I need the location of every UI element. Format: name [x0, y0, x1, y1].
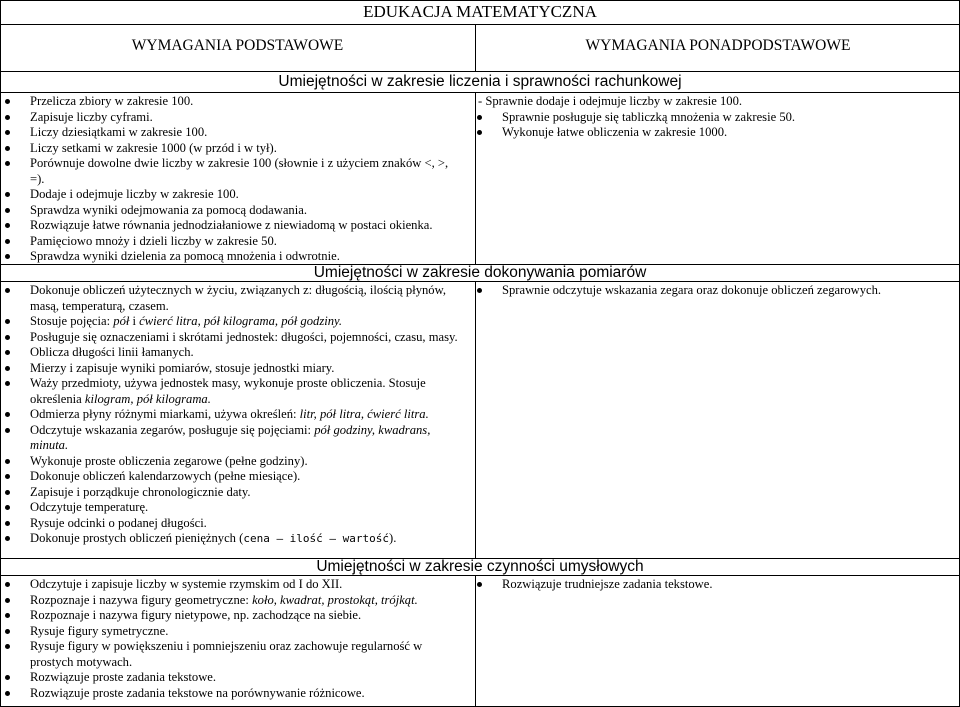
grid-line [475, 281, 476, 558]
grid-line [0, 0, 1, 707]
list-item: Sprawdza wyniki dzielenia za pomocą mnożenia i odwrotnie. [30, 249, 450, 265]
list-item: Waży przedmioty, używa jednostek masy, wykonuje proste obliczenia. Stosuje określenia kilogram, pół kilograma. [30, 376, 470, 407]
list-item: Porównuje dowolne dwie liczby w zakresie 100 (słownie i z użyciem znaków <, >, =). [30, 156, 450, 187]
list-item: Dokonuje obliczeń użytecznych w życiu, związanych z: długością, ilością płynów, masą, temperaturą, czasem. [30, 283, 470, 314]
column-header-advanced: WYMAGANIA PONADPODSTAWOWE [585, 37, 851, 54]
basic-list [30, 94, 450, 265]
list-item: Rysuje odcinki o podanej długości. [30, 516, 470, 532]
grid-line [475, 575, 476, 706]
column-header-basic: WYMAGANIA PODSTAWOWE [131, 37, 344, 54]
list-item: Oblicza długości linii łamanych. [30, 345, 470, 361]
list-item: Rozpoznaje i nazywa figury nietypowe, np. zachodzące na siebie. [30, 608, 450, 624]
grid-line [0, 92, 960, 93]
list-item: Rozpoznaje i nazywa figury geometryczne: koło, kwadrat, prostokąt, trójkąt. [30, 593, 450, 609]
list-item: Rozwiązuje proste zadania tekstowe na porównywanie różnicowe. [30, 686, 450, 702]
list-item: Rozwiązuje łatwe równania jednodziałaniowe z niewiadomą w postaci okienka. [30, 218, 450, 234]
list-item: Odczytuje temperaturę. [30, 500, 470, 516]
basic-list [30, 283, 470, 547]
section-title: Umiejętności w zakresie liczenia i sprawności rachunkowej [278, 73, 682, 90]
list-item: Sprawdza wyniki odejmowania za pomocą dodawania. [30, 203, 450, 219]
list-item: Odmierza płyny różnymi miarkami, używa określeń: litr, pół litra, ćwierć litra. [30, 407, 470, 423]
list-item: Sprawnie odczytuje wskazania zegara oraz dokonuje obliczeń zegarowych. [502, 283, 952, 299]
list-item: Rozwiązuje trudniejsze zadania tekstowe. [502, 577, 952, 593]
list-item: Przelicza zbiory w zakresie 100. [30, 94, 450, 110]
list-item: Wykonuje proste obliczenia zegarowe (pełne godziny). [30, 454, 470, 470]
list-item: Dokonuje prostych obliczeń pieniężnych (cena – ilość – wartość). [30, 531, 470, 547]
list-item: Stosuje pojęcia: pół i ćwierć litra, pół kilograma, pół godziny. [30, 314, 470, 330]
list-item: Rozwiązuje proste zadania tekstowe. [30, 670, 450, 686]
list-item: Liczy dziesiątkami w zakresie 100. [30, 125, 450, 141]
list-item: Rysuje figury symetryczne. [30, 624, 450, 640]
grid-line [475, 92, 476, 264]
list-item: Odczytuje i zapisuje liczby w systemie rzymskim od I do XII. [30, 577, 450, 593]
section-title: Umiejętności w zakresie czynności umysłowych [316, 558, 644, 575]
advanced-list [502, 577, 952, 593]
grid-line [0, 24, 960, 25]
list-item: Dokonuje obliczeń kalendarzowych (pełne miesiące). [30, 469, 470, 485]
advanced-list [478, 94, 948, 141]
list-item: Zapisuje liczby cyframi. [30, 110, 450, 126]
list-item: Liczy setkami w zakresie 1000 (w przód i w tył). [30, 141, 450, 157]
list-item: Posługuje się oznaczeniami i skrótami jednostek: długości, pojemności, czasu, masy. [30, 330, 470, 346]
page-title: EDUKACJA MATEMATYCZNA [363, 2, 597, 21]
advanced-list [502, 283, 952, 299]
list-item: Pamięciowo mnoży i dzieli liczby w zakresie 50. [30, 234, 450, 250]
list-item: Dodaje i odejmuje liczby w zakresie 100. [30, 187, 450, 203]
grid-line [0, 71, 960, 72]
list-item: - Sprawnie dodaje i odejmuje liczby w zakresie 100. [478, 94, 743, 108]
section-title: Umiejętności w zakresie dokonywania pomiarów [313, 264, 647, 281]
list-item: Rysuje figury w powiększeniu i pomniejszeniu oraz zachowuje regularność w prostych motywach. [30, 639, 450, 670]
list-item: Odczytuje wskazania zegarów, posługuje się pojęciami: pół godziny, kwadrans, minuta. [30, 423, 470, 454]
list-item: Wykonuje łatwe obliczenia w zakresie 1000. [502, 125, 948, 141]
basic-list [30, 577, 450, 701]
list-item: Sprawnie posługuje się tabliczką mnożenia w zakresie 50. [502, 110, 948, 126]
list-item: Zapisuje i porządkuje chronologicznie daty. [30, 485, 470, 501]
list-item: Mierzy i zapisuje wyniki pomiarów, stosuje jednostki miary. [30, 361, 470, 377]
